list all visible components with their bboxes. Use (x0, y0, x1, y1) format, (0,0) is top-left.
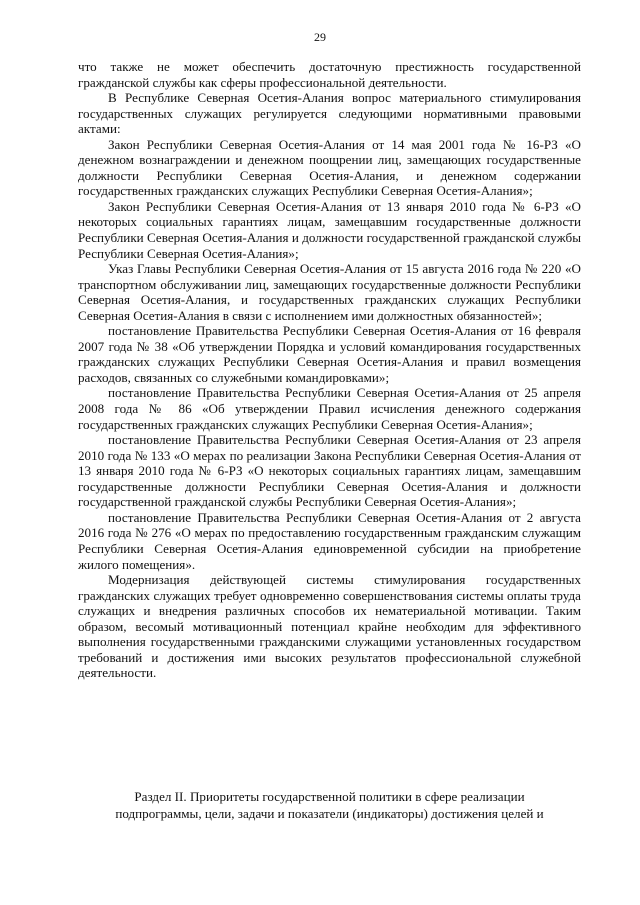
paragraph-decree-220: Указ Главы Республики Северная Осетия-Алания от 15 августа 2016 года № 220 «О транспортном обслуживании лиц, замещающих государственные должности Республики Северная Осетия-Алания, и государственных гражданских служащих Республики Северная Осетия-Алания в связи с исполнением ими должностных обязанностей»; (78, 261, 581, 323)
section-heading-line-1: Раздел II. Приоритеты государственной политики в сфере реализации (134, 789, 525, 804)
paragraph-resolution-276: постановление Правительства Республики Северная Осетия-Алания от 2 августа 2016 года № 276 «О мерах по предоставлению государственным гражданским служащим Республики Северная Осетия-Алания единовременной субсидии на приобретение жилого помещения». (78, 509, 581, 572)
body-text (78, 59, 581, 681)
paragraph-resolution-38: постановление Правительства Республики Северная Осетия-Алания от 16 февраля 2007 года № 38 «Об утверждении Порядка и условий командирования государственных гражданских служащих Республики Северная Осетия-Алания и правил возмещения расходов, связанных со служебными командировками»; (78, 323, 581, 385)
paragraph-intro-acts: В Республике Северная Осетия-Алания вопрос материального стимулирования государственных служащих регулируется следующими нормативными правовыми актами: (78, 90, 581, 137)
paragraph-modernization: Модернизация действующей системы стимулирования государственных гражданских служащих требует одновременно совершенствования системы оплаты труда служащих и внедрения различных способов их нематериальной мотивации. Таким образом, весомый мотивационный потенциал крайне необходим для эффективного выполнения государственными гражданскими служащими установленных государством требований и достижения ими высоких результатов профессиональной служебной деятельности. (78, 572, 581, 681)
paragraph-law-16rz: Закон Республики Северная Осетия-Алания от 14 мая 2001 года № 16-РЗ «О денежном вознаграждении и денежном поощрении лиц, замещающих государственные должности Республики Северная Осетия-Алания, и денежном содержании государственных гражданских служащих Республики Северная Осетия-Алания»; (78, 136, 581, 199)
paragraph-law-6rz: Закон Республики Северная Осетия-Алания от 13 января 2010 года № 6-РЗ «О некоторых социальных гарантиях лицам, замещавшим государственные должности Республики Северная Осетия-Алания и должности государственной гражданской службы Республики Северная Осетия-Алания»; (78, 198, 581, 261)
paragraph-resolution-133: постановление Правительства Республики Северная Осетия-Алания от 23 апреля 2010 года № 133 «О мерах по реализации Закона Республики Северная Осетия-Алания от 13 января 2010 года № 6-РЗ «О некоторых социальных гарантиях лицам, замещавшим государственные должности Республики Северная Осетия-Алания и должности государственной гражданской службы Республики Северная Осетия-Алания»; (78, 432, 581, 510)
section-heading (78, 788, 581, 822)
paragraph-continuation: что также не может обеспечить достаточную престижность государственной гражданской службы как сферы профессиональной деятельности. (78, 59, 581, 90)
section-heading-line-2: подпрограммы, цели, задачи и показатели (индикаторы) достижения целей и (115, 806, 544, 821)
paragraph-resolution-86: постановление Правительства Республики Северная Осетия-Алания от 25 апреля 2008 года № 86 «Об утверждении Правил исчисления денежного содержания государственных гражданских служащих Республики Северная Осетия-Алания»; (78, 385, 581, 432)
page-number: 29 (314, 30, 326, 44)
